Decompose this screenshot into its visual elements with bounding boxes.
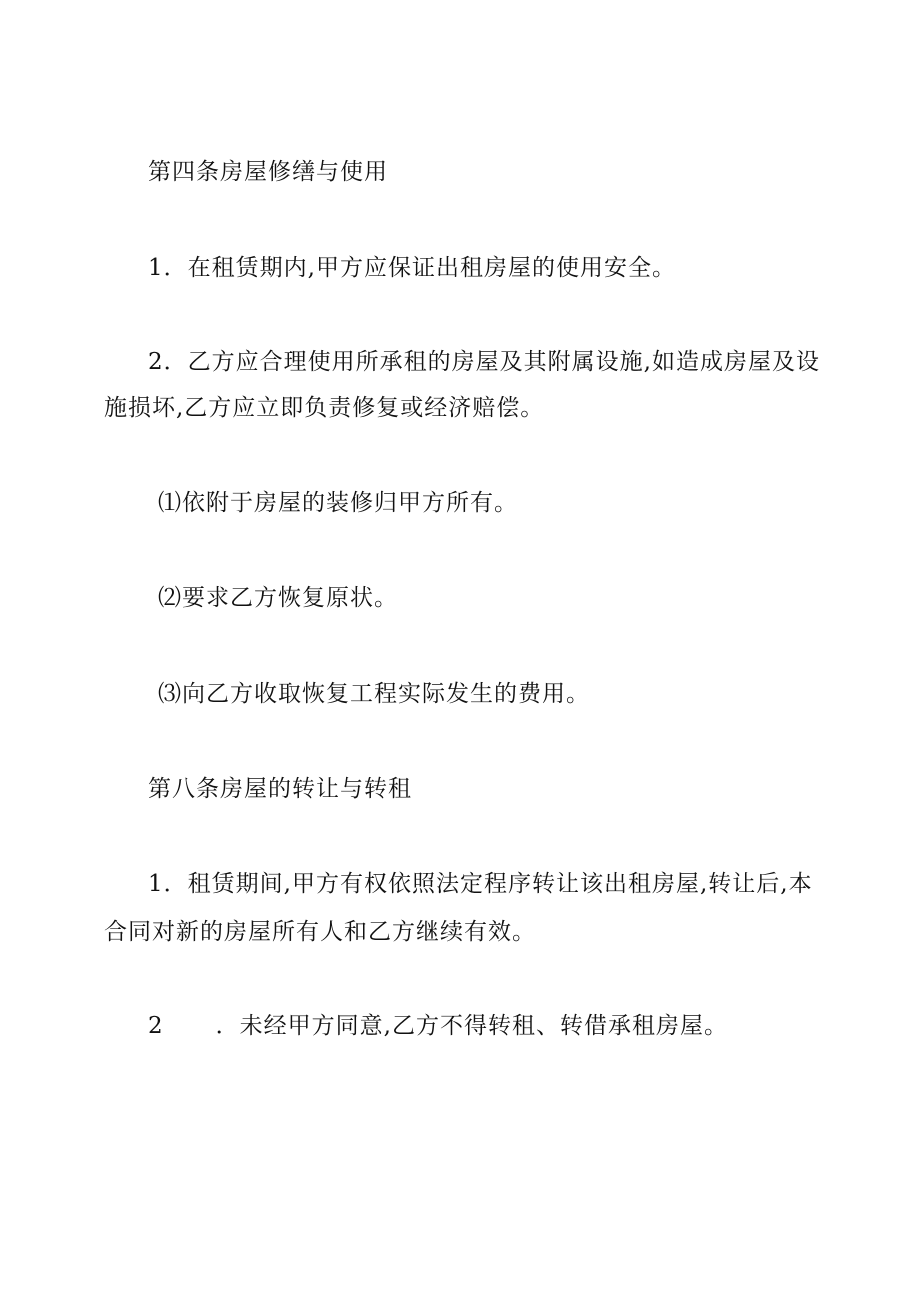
- section-8-item-2: [148, 1011, 728, 1041]
- section-8-item-2-number: 2: [148, 1013, 164, 1039]
- section-8-item-1-line-1: 1．租赁期间,甲方有权依照法定程序转让该出租房屋,转让后,本: [148, 871, 813, 897]
- section-4-sub-item-2: ⑵要求乙方恢复原状。: [158, 585, 398, 611]
- section-8-heading: 第八条房屋的转让与转租: [148, 776, 412, 802]
- section-4-item-2-line-1: 2．乙方应合理使用所承租的房屋及其附属设施,如造成房屋及设: [148, 349, 820, 375]
- section-4-sub-item-1: ⑴依附于房屋的装修归甲方所有。: [158, 490, 518, 516]
- section-8-item-2-text: ．未经甲方同意,乙方不得转租、转借承租房屋。: [215, 1013, 728, 1039]
- section-4-item-2-line-2: 施损坏,乙方应立即负责修复或经济赔偿。: [104, 395, 545, 421]
- section-4-heading: 第四条房屋修缮与使用: [148, 159, 388, 185]
- section-4-item-1: 1．在租赁期内,甲方应保证出租房屋的使用安全。: [148, 255, 676, 281]
- section-8-item-1-line-2: 合同对新的房屋所有人和乙方继续有效。: [104, 919, 536, 945]
- section-4-sub-item-3: ⑶向乙方收取恢复工程实际发生的费用。: [158, 681, 590, 707]
